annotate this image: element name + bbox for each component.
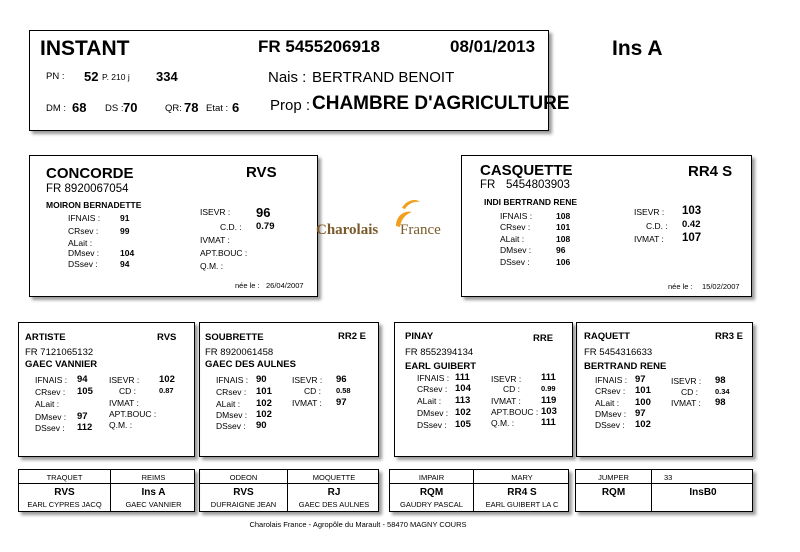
dam-name: CASQUETTE: [480, 162, 573, 179]
gp2-ifnais: 111: [455, 372, 470, 383]
gp0-dmsev-label: DMsev :: [35, 412, 67, 422]
gp3-isevr: 98: [715, 375, 726, 386]
gp2-aptbouc-label: APT.BOUC :: [491, 407, 539, 417]
ggp-cell-5: [474, 470, 570, 511]
gp1-grade: RR2 E: [338, 331, 366, 342]
dam-isevr-label: ISEVR :: [634, 207, 665, 217]
sire-born-label: née le :: [235, 281, 260, 290]
gp2-owner: EARL GUIBERT: [405, 361, 477, 372]
ggp0-grade: RVS: [54, 487, 75, 498]
sire-dssev-label: DSsev :: [68, 259, 98, 269]
dam-ivmat: 107: [682, 232, 702, 244]
gp1-isevr-label: ISEVR :: [292, 375, 323, 385]
sire-owner: MOIRON BERNADETTE: [46, 200, 142, 210]
dam-ifnais: 108: [556, 211, 571, 221]
ggp0-owner: EARL CYPRES JACQ: [27, 500, 102, 509]
ggp-cell-6: [576, 470, 652, 511]
gp1-ifnais: 90: [256, 374, 267, 385]
gp2-isevr: 111: [541, 372, 556, 383]
gp1-name: SOUBRETTE: [205, 332, 264, 343]
sire-id: FR 8920067054: [46, 183, 129, 195]
gp0-dmsev: 97: [77, 411, 88, 422]
dam-isevr: 103: [682, 205, 702, 217]
ggp3-grade: RJ: [327, 487, 341, 498]
etat-value: 6: [232, 100, 240, 115]
logo-text-charolais: Charolais: [316, 222, 379, 238]
ggp1-grade: Ins A: [141, 487, 166, 498]
animal-id: FR 5455206918: [258, 37, 380, 56]
footer-address: Charolais France - Agropôle du Marault - 58470 MAGNY COURS: [249, 520, 467, 529]
gp3-cd: 0.34: [715, 387, 730, 396]
gp2-qm: 111: [541, 417, 556, 428]
sire-qm-label: Q.M. :: [200, 261, 224, 271]
ggp-group-3: [389, 469, 569, 512]
gp2-dssev: 105: [455, 419, 471, 430]
gp2-name: PINAY: [405, 331, 434, 342]
gp0-dssev-label: DSsev :: [35, 423, 65, 433]
sire-isevr: 96: [256, 205, 271, 220]
sire-name: CONCORDE: [46, 165, 134, 182]
granddam-paternal-box: [199, 322, 379, 457]
gp1-dmsev-label: DMsev :: [216, 410, 248, 420]
dam-crsev: 101: [556, 222, 571, 232]
gp3-dssev-label: DSsev :: [595, 420, 625, 430]
animal-name: INSTANT: [40, 37, 130, 60]
sire-dmsev-label: DMsev :: [68, 248, 100, 258]
ggp-group-2: [199, 469, 379, 512]
gp3-crsev-label: CRsev :: [595, 386, 626, 396]
gp1-ifnais-label: IFNAIS :: [216, 375, 249, 385]
gp1-ivmat-label: IVMAT :: [292, 398, 322, 408]
sire-cd: 0.79: [256, 221, 275, 232]
gp0-qm-label: Q.M. :: [109, 420, 133, 430]
gp1-cd: 0.58: [336, 386, 351, 395]
gp2-id: FR 8552394134: [405, 347, 474, 358]
dam-ifnais-label: IFNAIS :: [500, 211, 533, 221]
gp3-dmsev: 97: [635, 408, 646, 419]
ds-label: DS :: [105, 103, 124, 114]
gp0-id: FR 7121065132: [25, 347, 94, 358]
ggp4-owner: GAUDRY PASCAL: [400, 500, 463, 509]
gp2-crsev: 104: [455, 383, 471, 394]
ggp-cell-1: [111, 470, 196, 511]
gp0-ivmat-label: IVMAT :: [109, 398, 139, 408]
gp3-grade: RR3 E: [715, 331, 743, 342]
gp2-dssev-label: DSsev :: [417, 420, 447, 430]
grandsire-paternal-box: [18, 322, 195, 457]
sire-isevr-label: ISEVR :: [200, 207, 231, 217]
gp1-crsev-label: CRsev :: [216, 387, 247, 397]
pn-value: 52: [84, 69, 99, 84]
gp3-ivmat: 98: [715, 397, 726, 408]
etat-label: Etat :: [206, 103, 229, 114]
gp2-alait: 113: [455, 395, 471, 406]
gp3-dmsev-label: DMsev :: [595, 409, 627, 419]
sire-aptbouc-label: APT.BOUC :: [200, 248, 248, 258]
gp3-cd-label: CD :: [681, 387, 698, 397]
gp1-crsev: 101: [256, 386, 272, 397]
gp3-owner: BERTRAND RENE: [584, 361, 667, 372]
gp2-ivmat: 119: [541, 395, 557, 406]
nais-label: Nais :: [268, 69, 307, 86]
gp3-crsev: 101: [635, 385, 651, 396]
gp3-isevr-label: ISEVR :: [671, 376, 702, 386]
gp2-cd-label: CD :: [503, 384, 520, 394]
gp3-ifnais-label: IFNAIS :: [595, 375, 628, 385]
gp1-dssev-label: DSsev :: [216, 421, 246, 431]
ggp6-name: JUMPER: [598, 473, 629, 482]
gp1-isevr: 96: [336, 374, 347, 385]
dm-value: 68: [72, 100, 87, 115]
gp3-alait: 100: [635, 397, 651, 408]
ggp4-grade: RQM: [419, 487, 444, 498]
grandsire-maternal-box: [394, 322, 573, 457]
dam-born-label: née le :: [668, 282, 693, 291]
gp2-isevr-label: ISEVR :: [491, 374, 522, 384]
gp2-ifnais-label: IFNAIS :: [417, 373, 450, 383]
dam-born: 15/02/2007: [702, 282, 740, 291]
charolais-france-logo: [316, 196, 456, 246]
gp1-cd-label: CD :: [304, 386, 321, 396]
gp0-name: ARTISTE: [25, 332, 66, 343]
gp2-aptbouc: 103: [541, 406, 557, 417]
ggp-cell-2: [200, 470, 288, 511]
dam-dssev: 106: [556, 257, 571, 267]
gp2-crsev-label: CRsev :: [417, 384, 448, 394]
ggp2-name: ODEON: [229, 473, 258, 482]
gp3-dssev: 102: [635, 419, 651, 430]
ds-value: 70: [123, 100, 138, 115]
gp3-alait-label: ALait :: [595, 398, 620, 408]
gp0-ifnais-label: IFNAIS :: [35, 375, 68, 385]
ggp3-name: MOQUETTE: [312, 473, 356, 482]
prop-value: CHAMBRE D'AGRICULTURE: [312, 93, 570, 114]
gp0-crsev-label: CRsev :: [35, 387, 66, 397]
gp1-dssev: 90: [256, 420, 267, 431]
gp0-cd: 0.87: [159, 386, 174, 395]
animal-header-box: [29, 30, 663, 131]
dam-alait-label: ALait :: [500, 234, 525, 244]
dam-owner: INDI BERTRAND RENE: [484, 197, 578, 207]
dam-dssev-label: DSsev :: [500, 257, 530, 267]
ggp-cell-0: [19, 470, 111, 511]
ggp5-grade: RR4 S: [507, 487, 537, 498]
pn-label: PN :: [46, 71, 65, 82]
gp0-grade: RVS: [157, 332, 177, 343]
gp1-owner: GAEC DES AULNES: [205, 359, 296, 370]
ggp-group-1: [18, 469, 195, 512]
ggp2-grade: RVS: [233, 487, 254, 498]
gp2-ivmat-label: IVMAT :: [491, 396, 521, 406]
ggp5-name: MARY: [511, 473, 533, 482]
gp0-cd-label: CD :: [119, 386, 136, 396]
ggp0-name: TRAQUET: [46, 473, 83, 482]
ggp7-name: 33: [664, 473, 673, 482]
dam-cd: 0.42: [682, 219, 701, 230]
qr-label: QR:: [165, 103, 182, 114]
ggp1-name: REIMS: [141, 473, 166, 482]
qr-value: 78: [184, 100, 199, 115]
prop-label: Prop :: [270, 97, 311, 114]
ggp3-owner: GAEC DES AULNES: [298, 500, 370, 509]
dam-box: [461, 155, 752, 297]
gp2-alait-label: ALait :: [417, 396, 442, 406]
gp0-aptbouc-label: APT.BOUC :: [109, 409, 157, 419]
sire-crsev-label: CRsev :: [68, 226, 99, 236]
gp2-cd: 0.99: [541, 384, 556, 393]
ggp-cell-4: [390, 470, 474, 511]
gp1-alait: 102: [256, 398, 272, 409]
sire-ifnais: 91: [120, 213, 130, 223]
dam-ivmat-label: IVMAT :: [634, 234, 664, 244]
dam-dmsev-label: DMsev :: [500, 245, 532, 255]
ggp1-owner: GAEC VANNIER: [125, 500, 182, 509]
logo-text-france: France: [400, 222, 441, 238]
dam-grade: RR4 S: [688, 163, 733, 180]
ggp-group-4: [575, 469, 753, 512]
ggp4-name: IMPAIR: [418, 473, 445, 482]
gp2-qm-label: Q.M. :: [491, 418, 515, 428]
ggp-cell-7: [652, 470, 754, 511]
gp0-alait-label: ALait :: [35, 399, 60, 409]
ggp-cell-3: [288, 470, 380, 511]
sire-ifnais-label: IFNAIS :: [68, 213, 101, 223]
gp0-dssev: 112: [77, 422, 93, 433]
p210-label: P. 210 j: [102, 72, 130, 82]
gp1-alait-label: ALait :: [216, 399, 241, 409]
ggp7-grade: InsB0: [689, 487, 717, 498]
ggp5-owner: EARL GUIBERT LA C: [485, 500, 559, 509]
sire-grade: RVS: [246, 164, 277, 181]
gp2-dmsev-label: DMsev :: [417, 408, 449, 418]
gp3-name: RAQUETT: [584, 331, 630, 342]
dam-cd-label: C.D. :: [646, 221, 668, 231]
gp0-isevr: 102: [159, 374, 175, 385]
ggp6-grade: RQM: [601, 487, 626, 498]
sire-alait-label: ALait :: [68, 238, 93, 248]
gp3-ivmat-label: IVMAT :: [671, 398, 701, 408]
dam-crsev-label: CRsev :: [500, 222, 531, 232]
gp1-ivmat: 97: [336, 397, 347, 408]
granddam-maternal-box: [576, 322, 753, 457]
sire-crsev: 99: [120, 226, 130, 236]
sire-box: [29, 155, 318, 297]
gp0-isevr-label: ISEVR :: [109, 375, 140, 385]
dam-alait: 108: [556, 234, 571, 244]
ggp2-owner: DUFRAIGNE JEAN: [210, 500, 277, 509]
gp2-grade: RRE: [533, 333, 554, 344]
sire-dmsev: 104: [120, 248, 135, 258]
nais-value: BERTRAND BENOIT: [312, 69, 455, 86]
gp0-ifnais: 94: [77, 374, 88, 385]
gp0-crsev: 105: [77, 386, 93, 397]
dam-id: 5454803903: [506, 179, 570, 191]
dam-id-prefix: FR: [480, 179, 496, 191]
gp2-dmsev: 102: [455, 407, 471, 418]
animal-date: 08/01/2013: [450, 37, 536, 56]
gp3-id: FR 5454316633: [584, 347, 653, 358]
p210-value: 334: [156, 69, 178, 84]
sire-dssev: 94: [120, 259, 130, 269]
gp1-dmsev: 102: [256, 409, 272, 420]
dam-dmsev: 96: [556, 245, 566, 255]
sire-ivmat-label: IVMAT :: [200, 235, 230, 245]
sire-cd-label: C.D. :: [220, 222, 242, 232]
gp3-ifnais: 97: [635, 374, 646, 385]
sire-born: 26/04/2007: [266, 281, 304, 290]
gp1-id: FR 8920061458: [205, 347, 274, 358]
animal-grade: Ins A: [612, 37, 663, 60]
gp0-owner: GAEC VANNIER: [25, 359, 98, 370]
dm-label: DM :: [46, 103, 67, 114]
